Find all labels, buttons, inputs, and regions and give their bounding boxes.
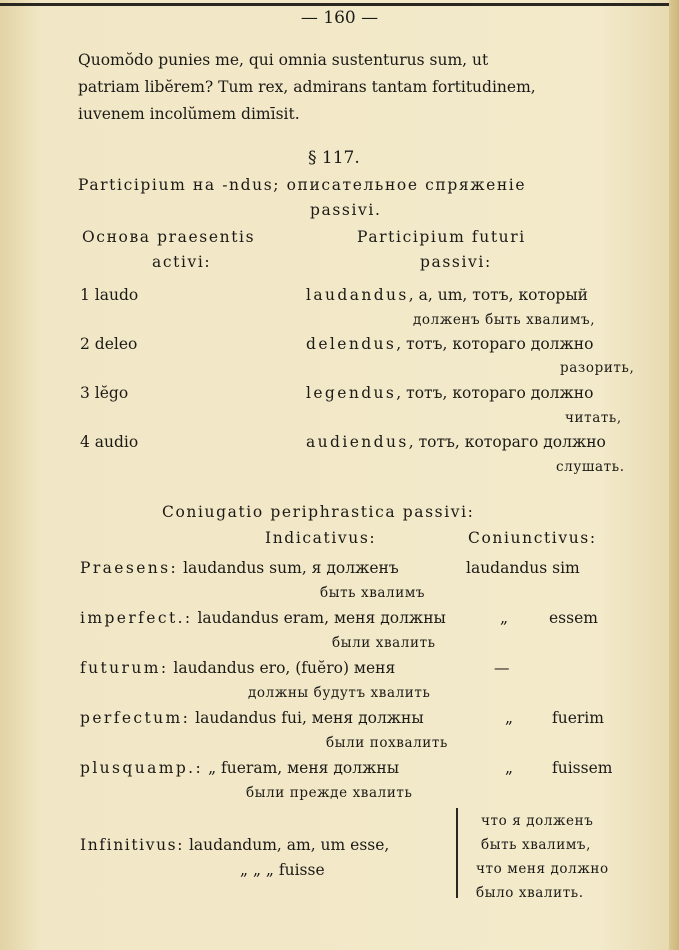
futurum-indicative: futurum: laudandus ero, (fuĕro) меня xyxy=(80,659,396,677)
praesens-translation-cont: быть хвалимъ xyxy=(320,585,426,601)
infinitive-translation-2: быть хвалимъ, xyxy=(481,837,591,853)
imperfect-subjunctive: essem xyxy=(549,609,598,627)
verb-1: 1 laudo xyxy=(80,286,139,304)
section-number: § 117. xyxy=(308,148,360,168)
text-line-3: iuvenem incolŭmem dimīsit. xyxy=(78,105,300,123)
column-header-left-1: Основа praesentis xyxy=(82,228,256,246)
verb-3: 3 lĕgo xyxy=(80,384,129,402)
translation-cont-1: долженъ быть хвалимъ, xyxy=(413,312,596,328)
column-header-right-1: Participium futuri xyxy=(357,228,526,246)
infinitive-line-1: Infinitivus: laudandum, am, um esse, xyxy=(80,836,390,854)
plusquamperfect-subjunctive: fuissem xyxy=(552,759,613,777)
text-line-2: patriam libĕrem? Tum rex, admirans tantam fortitudinem, xyxy=(78,78,536,96)
verb-4: 4 audio xyxy=(80,433,139,451)
translation-cont-3: читать, xyxy=(565,410,622,426)
column-header-right-2: passivi: xyxy=(420,253,492,271)
infinitive-line-2: „ „ „ fuisse xyxy=(240,861,325,879)
header-rule xyxy=(0,3,679,6)
infinitive-translation-3: что меня должно xyxy=(476,861,609,877)
verb-2: 2 deleo xyxy=(80,335,138,353)
praesens-indicative: Praesens: laudandus sum, я долженъ xyxy=(80,559,399,577)
perfectum-ditto: „ xyxy=(505,709,514,727)
imperfect-translation-cont: были хвалить xyxy=(332,635,436,651)
infinitive-translation-4: было хвалить. xyxy=(476,885,584,901)
infinitive-brace xyxy=(456,808,458,898)
page-number: — 160 — xyxy=(300,8,379,28)
imperfect-indicative: imperfect.: laudandus eram, меня должны xyxy=(80,609,446,627)
participle-3: legendus, тотъ, котораго должно xyxy=(306,384,594,402)
praesens-subjunctive: laudandus sim xyxy=(466,559,580,577)
infinitive-translation-1: что я долженъ xyxy=(481,813,594,829)
futurum-subjunctive: — xyxy=(494,659,510,677)
coniunctivus-heading: Coniunctivus: xyxy=(468,529,597,547)
plusquamperfect-ditto: „ xyxy=(505,759,514,777)
plusquamperfect-indicative: plusquamp.: „ fueram, меня должны xyxy=(80,759,400,777)
participle-2: delendus, тотъ, котораго должно xyxy=(306,335,594,353)
text-line-1: Quomŏdo punies me, qui omnia sustenturus sum, ut xyxy=(78,51,489,69)
participle-4: audiendus, тотъ, котораго должно xyxy=(306,433,606,451)
indicativus-heading: Indicativus: xyxy=(265,529,377,547)
perfectum-subjunctive: fuerim xyxy=(552,709,604,727)
imperfect-ditto: „ xyxy=(500,609,509,627)
section-title-line-2: passivi. xyxy=(310,201,382,219)
translation-cont-2: разорить, xyxy=(560,360,635,376)
futurum-translation-cont: должны будутъ хвалить xyxy=(248,685,431,701)
plusquamperfect-translation-cont: были прежде хвалить xyxy=(246,785,413,801)
perfectum-indicative: perfectum: laudandus fui, меня должны xyxy=(80,709,424,727)
column-header-left-2: activi: xyxy=(152,253,212,271)
participle-1: laudandus, a, um, тотъ, который xyxy=(306,286,588,304)
perfectum-translation-cont: были похвалить xyxy=(326,735,448,751)
section-title-line-1: Participium на -ndus; описательное спряженіе xyxy=(78,176,527,194)
conjugation-heading: Coniugatio periphrastica passivi: xyxy=(162,503,475,521)
page-edge xyxy=(669,0,679,950)
translation-cont-4: слушать. xyxy=(556,459,625,475)
